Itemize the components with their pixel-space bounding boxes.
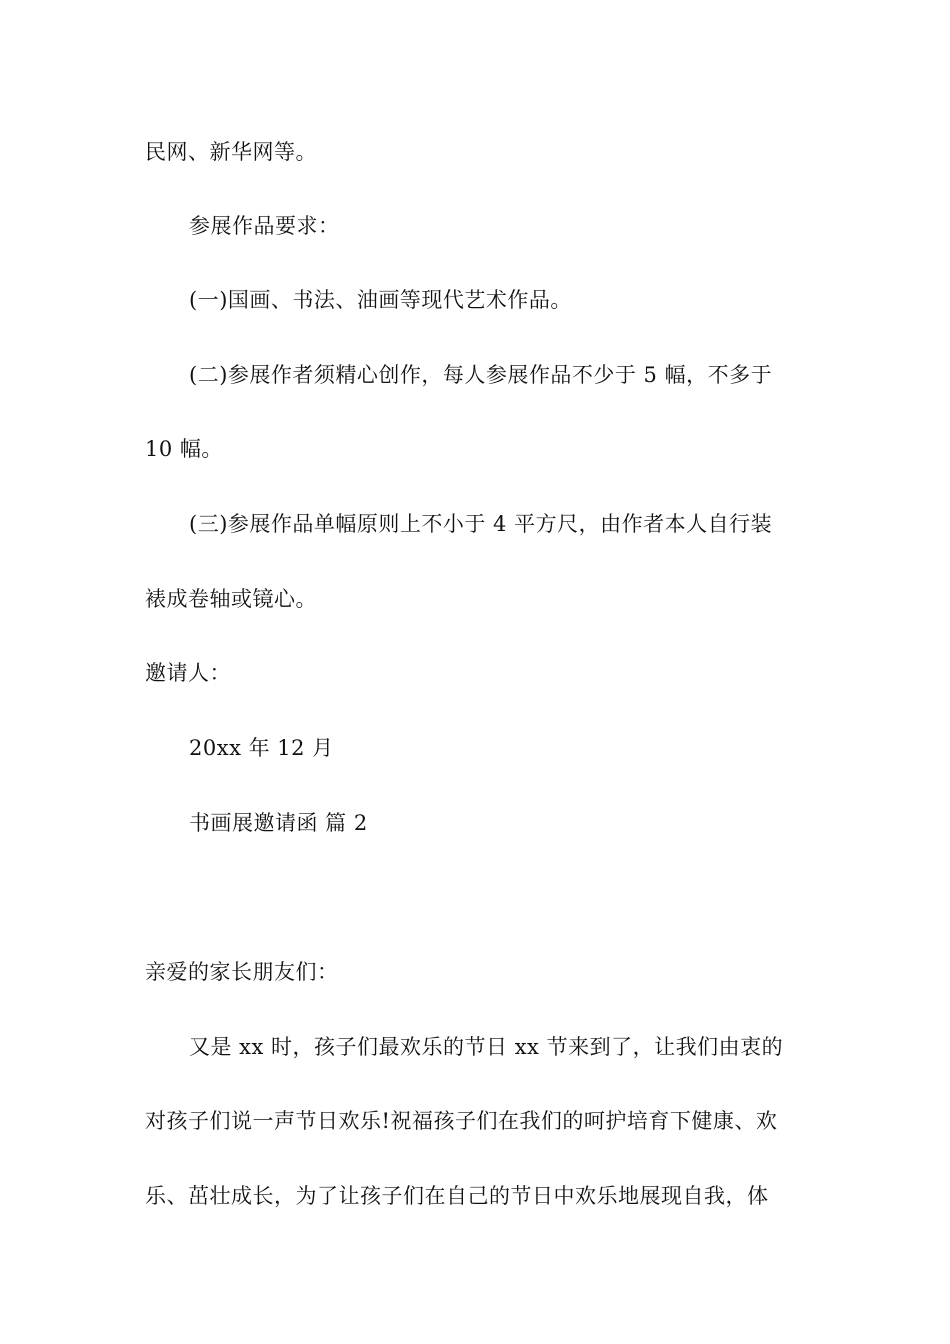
section-title: 书画展邀请函 篇 2 (189, 811, 368, 835)
section-heading: 参展作品要求： (189, 214, 340, 238)
requirement-item-2-cont: 10 幅。 (145, 437, 223, 461)
inviter-label: 邀请人： (145, 661, 231, 685)
requirement-item-1: (一)国画、书法、油画等现代艺术作品。 (189, 288, 572, 312)
date-line: 20xx 年 12 月 (189, 736, 334, 760)
requirement-item-2: (二)参展作者须精心创作，每人参展作品不少于 5 幅，不多于 (189, 363, 773, 387)
requirement-item-3: (三)参展作品单幅原则上不小于 4 平方尺，由作者本人自行装 (189, 512, 773, 536)
paragraph-line: 乐、茁壮成长，为了让孩子们在自己的节日中欢乐地展现自我，体 (145, 1184, 769, 1208)
paragraph-line: 民网、新华网等。 (145, 140, 317, 164)
paragraph-line: 又是 xx 时，孩子们最欢乐的节日 xx 节来到了，让我们由衷的 (189, 1035, 784, 1059)
salutation: 亲爱的家长朋友们： (145, 960, 339, 984)
paragraph-line: 对孩子们说一声节日欢乐!祝福孩子们在我们的呵护培育下健康、欢 (145, 1109, 778, 1133)
requirement-item-3-cont: 裱成卷轴或镜心。 (145, 587, 317, 611)
